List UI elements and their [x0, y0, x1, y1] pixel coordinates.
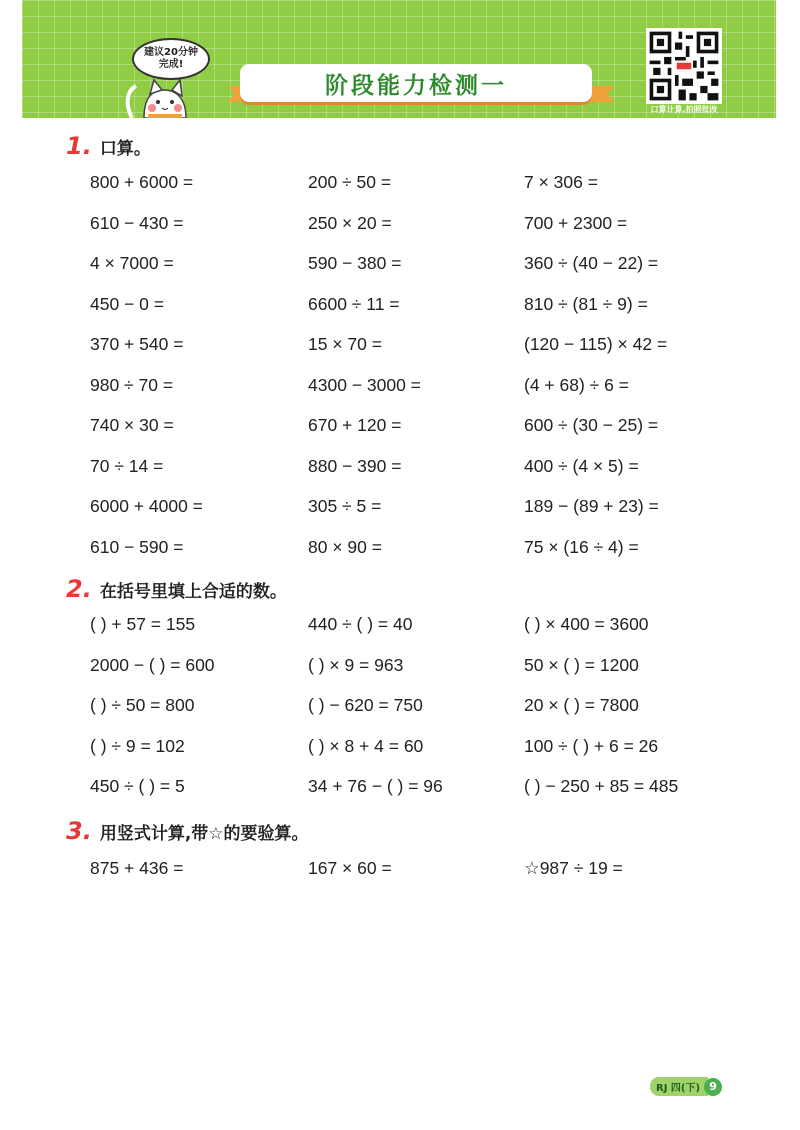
problem: 670 + 120 = — [308, 415, 402, 435]
fill-blank-problem[interactable]: ( ) ÷ 50 = 800 — [90, 695, 195, 715]
problem: 6000 + 4000 = — [90, 496, 203, 516]
fill-blank-problem[interactable]: ( ) ÷ 9 = 102 — [90, 735, 185, 756]
fill-blank-problem[interactable]: ( ) + 57 = 155 — [90, 614, 196, 634]
problem: 189 − (89 + 23) = — [524, 496, 659, 516]
fill-blank-problem[interactable]: 100 ÷ ( ) + 6 = 26 — [524, 735, 659, 756]
page-title: 阶段能力检测一 — [325, 72, 507, 99]
fill-blank-problem[interactable]: ( ) × 400 = 3600 — [524, 614, 649, 634]
section-title: 用竖式计算,带☆的要验算。 — [99, 824, 309, 844]
section-title: 口算。 — [99, 139, 151, 159]
fill-blank-problem[interactable]: 440 ÷ ( ) = 40 — [308, 614, 413, 634]
problem: 250 × 20 = — [308, 212, 392, 233]
problem: 80 × 90 = — [308, 536, 382, 557]
problem: 200 ÷ 50 = — [308, 172, 392, 192]
problem: 980 ÷ 70 = — [90, 374, 174, 395]
bubble-line-2: 完成! — [158, 59, 184, 70]
problem: 740 × 30 = — [90, 415, 174, 435]
header-banner — [22, 0, 776, 118]
problem: 75 × (16 ÷ 4) = — [524, 536, 639, 557]
vertical-calc-problem: ☆987 ÷ 19 = — [524, 858, 623, 878]
fill-blank-problem[interactable]: ( ) × 9 = 963 — [308, 654, 404, 675]
problem: 4300 − 3000 = — [308, 374, 421, 395]
vertical-calc-problem: 875 + 436 = — [90, 858, 184, 878]
section-1-heading — [66, 132, 151, 160]
fill-blank-problem[interactable]: ( ) − 620 = 750 — [308, 695, 423, 715]
problem: (4 + 68) ÷ 6 = — [524, 374, 629, 395]
section-3-problems — [90, 858, 770, 898]
book-label: RJ 四(下) — [650, 1077, 708, 1096]
problem: 610 − 590 = — [90, 536, 184, 557]
fill-blank-problem[interactable]: 450 ÷ ( ) = 5 — [90, 776, 185, 796]
problem: 400 ÷ (4 × 5) = — [524, 455, 639, 476]
qr-code-icon[interactable] — [646, 28, 722, 104]
problem: 6600 ÷ 11 = — [308, 293, 400, 314]
section-number: 2. — [66, 575, 92, 603]
cat-mascot-icon — [114, 72, 214, 118]
problem: 370 + 540 = — [90, 334, 184, 354]
fill-blank-problem[interactable]: ( ) − 250 + 85 = 485 — [524, 776, 679, 796]
page-footer — [650, 1077, 722, 1096]
problem: 360 ÷ (40 − 22) = — [524, 253, 659, 273]
vertical-calc-problem: 167 × 60 = — [308, 858, 392, 878]
problem: (120 − 115) × 42 = — [524, 334, 668, 354]
bubble-line-1: 建议20分钟 — [144, 47, 198, 58]
problem: 810 ÷ (81 ÷ 9) = — [524, 293, 648, 314]
qr-caption: 口算计算,拍照批改 — [650, 105, 718, 114]
section-title: 在括号里填上合适的数。 — [99, 582, 287, 602]
section-3-heading — [66, 817, 309, 845]
problem: 15 × 70 = — [308, 334, 382, 354]
problem: 4 × 7000 = — [90, 253, 174, 273]
fill-blank-problem[interactable]: 2000 − ( ) = 600 — [90, 654, 215, 675]
fill-blank-problem[interactable]: 50 × ( ) = 1200 — [524, 654, 639, 675]
problem: 880 − 390 = — [308, 455, 402, 476]
problem: 610 − 430 = — [90, 212, 184, 233]
problem: 7 × 306 = — [524, 172, 598, 192]
fill-blank-problem[interactable]: 20 × ( ) = 7800 — [524, 695, 639, 715]
problem: 800 + 6000 = — [90, 172, 194, 192]
problem: 305 ÷ 5 = — [308, 496, 382, 516]
section-2-heading — [66, 575, 287, 603]
problem: 600 ÷ (30 − 25) = — [524, 415, 659, 435]
fill-blank-problem[interactable]: 34 + 76 − ( ) = 96 — [308, 776, 443, 796]
section-number: 1. — [66, 132, 92, 160]
fill-blank-problem[interactable]: ( ) × 8 + 4 = 60 — [308, 735, 424, 756]
page-number: 9 — [704, 1078, 722, 1096]
problem: 450 − 0 = — [90, 293, 164, 314]
problem: 590 − 380 = — [308, 253, 402, 273]
title-box — [240, 64, 592, 102]
section-number: 3. — [66, 817, 92, 845]
section-2-problems — [90, 614, 770, 817]
problem: 700 + 2300 = — [524, 212, 628, 233]
problem: 70 ÷ 14 = — [90, 455, 164, 476]
section-1-problems — [90, 172, 770, 577]
